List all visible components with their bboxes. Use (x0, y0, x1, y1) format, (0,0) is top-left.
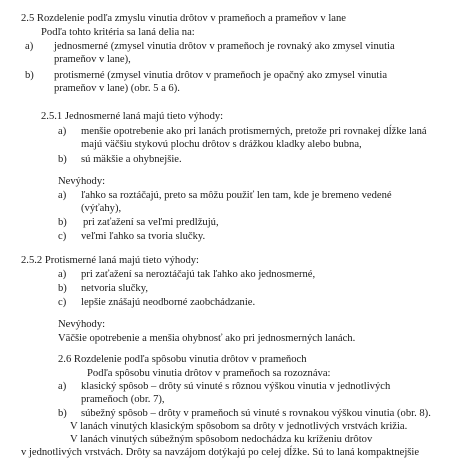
paragraph-line-cut: v jednotlivých vrstvách. Drôty sa navzájom dotýkajú po celej dĺžke. Sú to laná kompaktnejšie (21, 447, 420, 458)
disadvantages-title: Nevýhody: (58, 176, 106, 187)
list-item-a-line2: prameňov v lane), (54, 54, 131, 65)
list-marker-a: a) (58, 381, 67, 392)
list-marker-b: b) (58, 154, 67, 165)
section-2-5-heading: 2.5 Rozdelenie podľa zmyslu vinutia drôtov v prameňoch a prameňov v lane (21, 13, 346, 24)
list-marker-a: a) (25, 41, 34, 52)
disadvantage-a-line1: ľahko sa roztáčajú, preto sa môžu použiť len tam, kde je bremeno vedené (81, 190, 392, 201)
list-item-b-line2: prameňov v lane) (obr. 5 a 6). (54, 83, 180, 94)
list-item-a-line2: prameňoch (obr. 7), (81, 394, 165, 405)
advantage-b-line1: netvoria slučky, (81, 283, 148, 294)
section-2-6-heading: 2.6 Rozdelenie podľa spôsobu vinutia drôtov v prameňoch (58, 354, 307, 365)
advantage-a-line1: menšie opotrebenie ako pri lanách protismerných, pretože pri rovnakej dĺžke laná (81, 126, 427, 137)
section-2-5-2-heading: 2.5.2 Protismerné laná majú tieto výhody: (21, 255, 200, 266)
list-item-b-line1: súbežný spôsob – drôty v prameňoch sú vinuté s rovnakou výškou vinutia (obr. 8). (81, 408, 431, 419)
advantage-a-line1: pri zaťažení sa neroztáčajú tak ľahko ako jednosmerné, (81, 269, 316, 280)
disadvantages-text: Väčšie opotrebenie a menšia ohybnosť ako pri jednosmerných lanách. (58, 333, 356, 344)
advantage-a-line2: majú väčšiu stykovú plochu drôtov s drážkou kladky alebo bubna, (81, 139, 362, 150)
disadvantage-c-line1: veľmi ľahko sa tvoria slučky. (81, 231, 206, 242)
list-marker-b: b) (58, 408, 67, 419)
advantage-b-line1: sú mäkšie a ohybnejšie. (81, 154, 182, 165)
section-2-6-intro: Podľa spôsobu vinutia drôtov v prameňoch sa rozoznáva: (87, 368, 331, 379)
list-marker-c: c) (58, 297, 67, 308)
paragraph-line: V lanách vinutých súbežným spôsobom nedochádza ku kríženiu drôtov (70, 434, 373, 445)
list-marker-a: a) (58, 269, 67, 280)
paragraph-line: V lanách vinutých klasickým spôsobom sa drôty v jednotlivých vrstvách križia. (70, 421, 408, 432)
disadvantage-a-line2: (výťahy), (81, 203, 122, 214)
section-2-5-1-heading: 2.5.1 Jednosmerné laná majú tieto výhody: (41, 111, 224, 122)
list-marker-b: b) (25, 70, 34, 81)
list-marker-a: a) (58, 190, 67, 201)
section-2-5-intro: Podľa tohto kritéria sa laná delia na: (41, 27, 195, 38)
list-item-b-line1: protismerné (zmysel vinutia drôtov v prameňoch je opačný ako zmysel vinutia (54, 70, 388, 81)
disadvantages-title: Nevýhody: (58, 319, 106, 330)
list-item-a-line1: jednosmerné (zmysel vinutia drôtov v prameňoch je rovnaký ako zmysel vinutia (54, 41, 395, 52)
advantage-c-line1: lepšie znášajú neodborné zaobchádzanie. (81, 297, 256, 308)
list-marker-b: b) (58, 283, 67, 294)
disadvantage-b-line1: pri zaťažení sa veľmi predlžujú, (83, 217, 219, 228)
list-marker-c: c) (58, 231, 67, 242)
list-item-a-line1: klasický spôsob – drôty sú vinuté s rôznou výškou vinutia v jednotlivých (81, 381, 391, 392)
list-marker-b: b) (58, 217, 67, 228)
list-marker-a: a) (58, 126, 67, 137)
